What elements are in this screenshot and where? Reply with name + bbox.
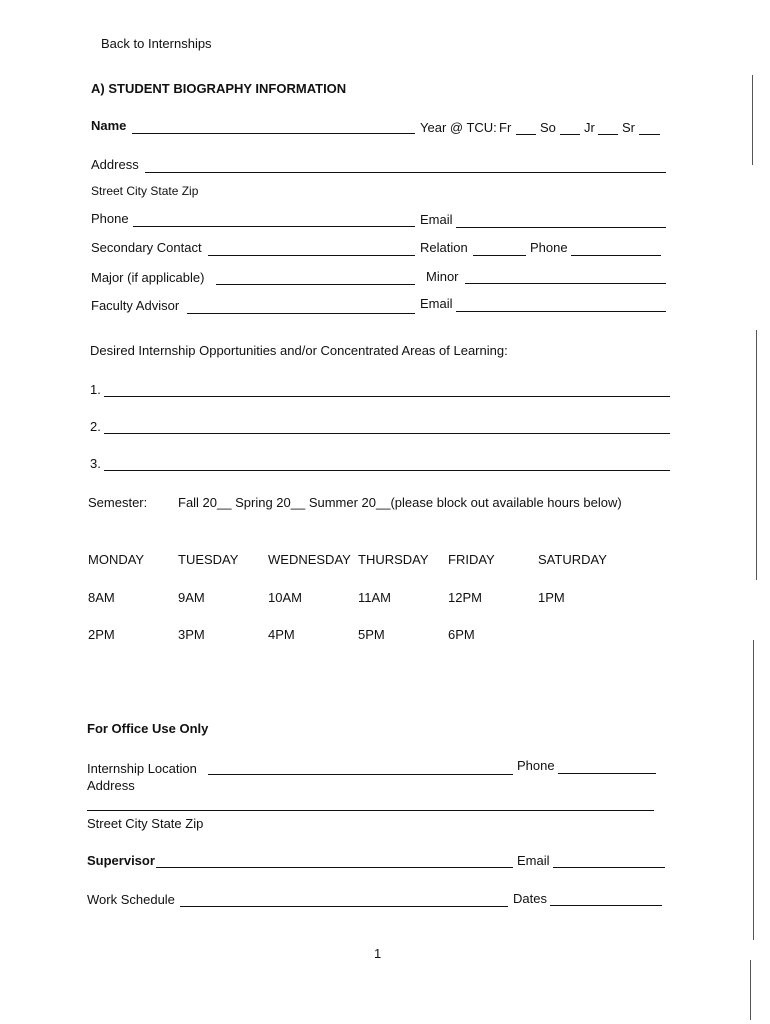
section-a-title: A) STUDENT BIOGRAPHY INFORMATION [91, 81, 347, 96]
supervisor-email-label: Email [517, 853, 550, 868]
office-address-field[interactable] [87, 810, 654, 811]
relation-field[interactable] [473, 255, 526, 256]
day-header: TUESDAY [178, 552, 239, 567]
page-number: 1 [374, 946, 382, 961]
scan-edge-line [753, 640, 754, 940]
email-label: Email [420, 212, 453, 227]
internship-location-field[interactable] [208, 774, 513, 775]
year-so-label: So [540, 120, 556, 135]
name-field[interactable] [132, 133, 415, 134]
office-street-label: Street City State Zip [87, 816, 204, 831]
office-phone-field[interactable] [558, 773, 656, 774]
day-header: FRIDAY [448, 552, 495, 567]
day-header: WEDNESDAY [268, 552, 351, 567]
year-sr-field[interactable] [639, 134, 660, 135]
time-slot: 6PM [448, 627, 475, 642]
year-jr-label: Jr [584, 120, 595, 135]
time-slot: 10AM [268, 590, 302, 605]
desired-item-number: 2. [90, 419, 101, 434]
office-address-label: Address [87, 778, 135, 793]
supervisor-email-field[interactable] [553, 867, 665, 868]
desired-internship-heading: Desired Internship Opportunities and/or Concentrated Areas of Learning: [90, 343, 508, 358]
dates-label: Dates [513, 891, 547, 906]
time-slot: 3PM [178, 627, 205, 642]
address-label: Address [91, 157, 139, 172]
time-slot: 4PM [268, 627, 295, 642]
major-label: Major (if applicable) [91, 270, 205, 285]
secondary-phone-label: Phone [530, 240, 568, 255]
time-slot: 8AM [88, 590, 115, 605]
email-field[interactable] [456, 227, 666, 228]
year-label: Year @ TCU: [420, 120, 497, 135]
year-so-field[interactable] [560, 134, 580, 135]
name-label: Name [91, 118, 127, 133]
secondary-contact-field[interactable] [208, 255, 415, 256]
desired-item-number: 1. [90, 382, 101, 397]
year-sr-label: Sr [622, 120, 635, 135]
time-slot: 12PM [448, 590, 482, 605]
office-use-heading: For Office Use Only [87, 721, 209, 736]
dates-field[interactable] [550, 905, 662, 906]
year-fr-field[interactable] [516, 134, 536, 135]
work-schedule-field[interactable] [180, 906, 508, 907]
day-header: SATURDAY [538, 552, 607, 567]
scan-edge-line [752, 75, 753, 165]
secondary-phone-field[interactable] [571, 255, 661, 256]
secondary-contact-label: Secondary Contact [91, 240, 202, 255]
relation-label: Relation [420, 240, 468, 255]
time-slot: 5PM [358, 627, 385, 642]
faculty-advisor-label: Faculty Advisor [91, 298, 180, 313]
desired-item-2-field[interactable] [104, 433, 670, 434]
work-schedule-label: Work Schedule [87, 892, 175, 907]
semester-options: Fall 20__ Spring 20__ Summer 20__(please block out available hours below) [178, 495, 622, 510]
year-fr-label: Fr [499, 120, 512, 135]
time-slot: 1PM [538, 590, 565, 605]
phone-label: Phone [91, 211, 129, 226]
faculty-advisor-field[interactable] [187, 313, 415, 314]
major-field[interactable] [216, 284, 415, 285]
street-city-state-zip-label: Street City State Zip [91, 184, 199, 198]
scan-edge-line [756, 330, 757, 580]
year-jr-field[interactable] [598, 134, 618, 135]
desired-item-1-field[interactable] [104, 396, 670, 397]
minor-label: Minor [426, 269, 459, 284]
day-header: MONDAY [88, 552, 145, 567]
time-slot: 9AM [178, 590, 205, 605]
time-slot: 11AM [358, 590, 391, 605]
advisor-email-label: Email [420, 296, 453, 311]
address-field[interactable] [145, 172, 666, 173]
back-to-internships-link[interactable]: Back to Internships [101, 36, 212, 51]
internship-location-label: Internship Location [87, 761, 197, 776]
phone-field[interactable] [133, 226, 415, 227]
scan-edge-line [750, 960, 751, 1020]
supervisor-field[interactable] [156, 867, 513, 868]
minor-field[interactable] [465, 283, 666, 284]
supervisor-label: Supervisor [87, 853, 155, 868]
desired-item-3-field[interactable] [104, 470, 670, 471]
desired-item-number: 3. [90, 456, 101, 471]
semester-label: Semester: [88, 495, 148, 510]
advisor-email-field[interactable] [456, 311, 666, 312]
office-phone-label: Phone [517, 758, 555, 773]
day-header: THURSDAY [358, 552, 429, 567]
time-slot: 2PM [88, 627, 115, 642]
